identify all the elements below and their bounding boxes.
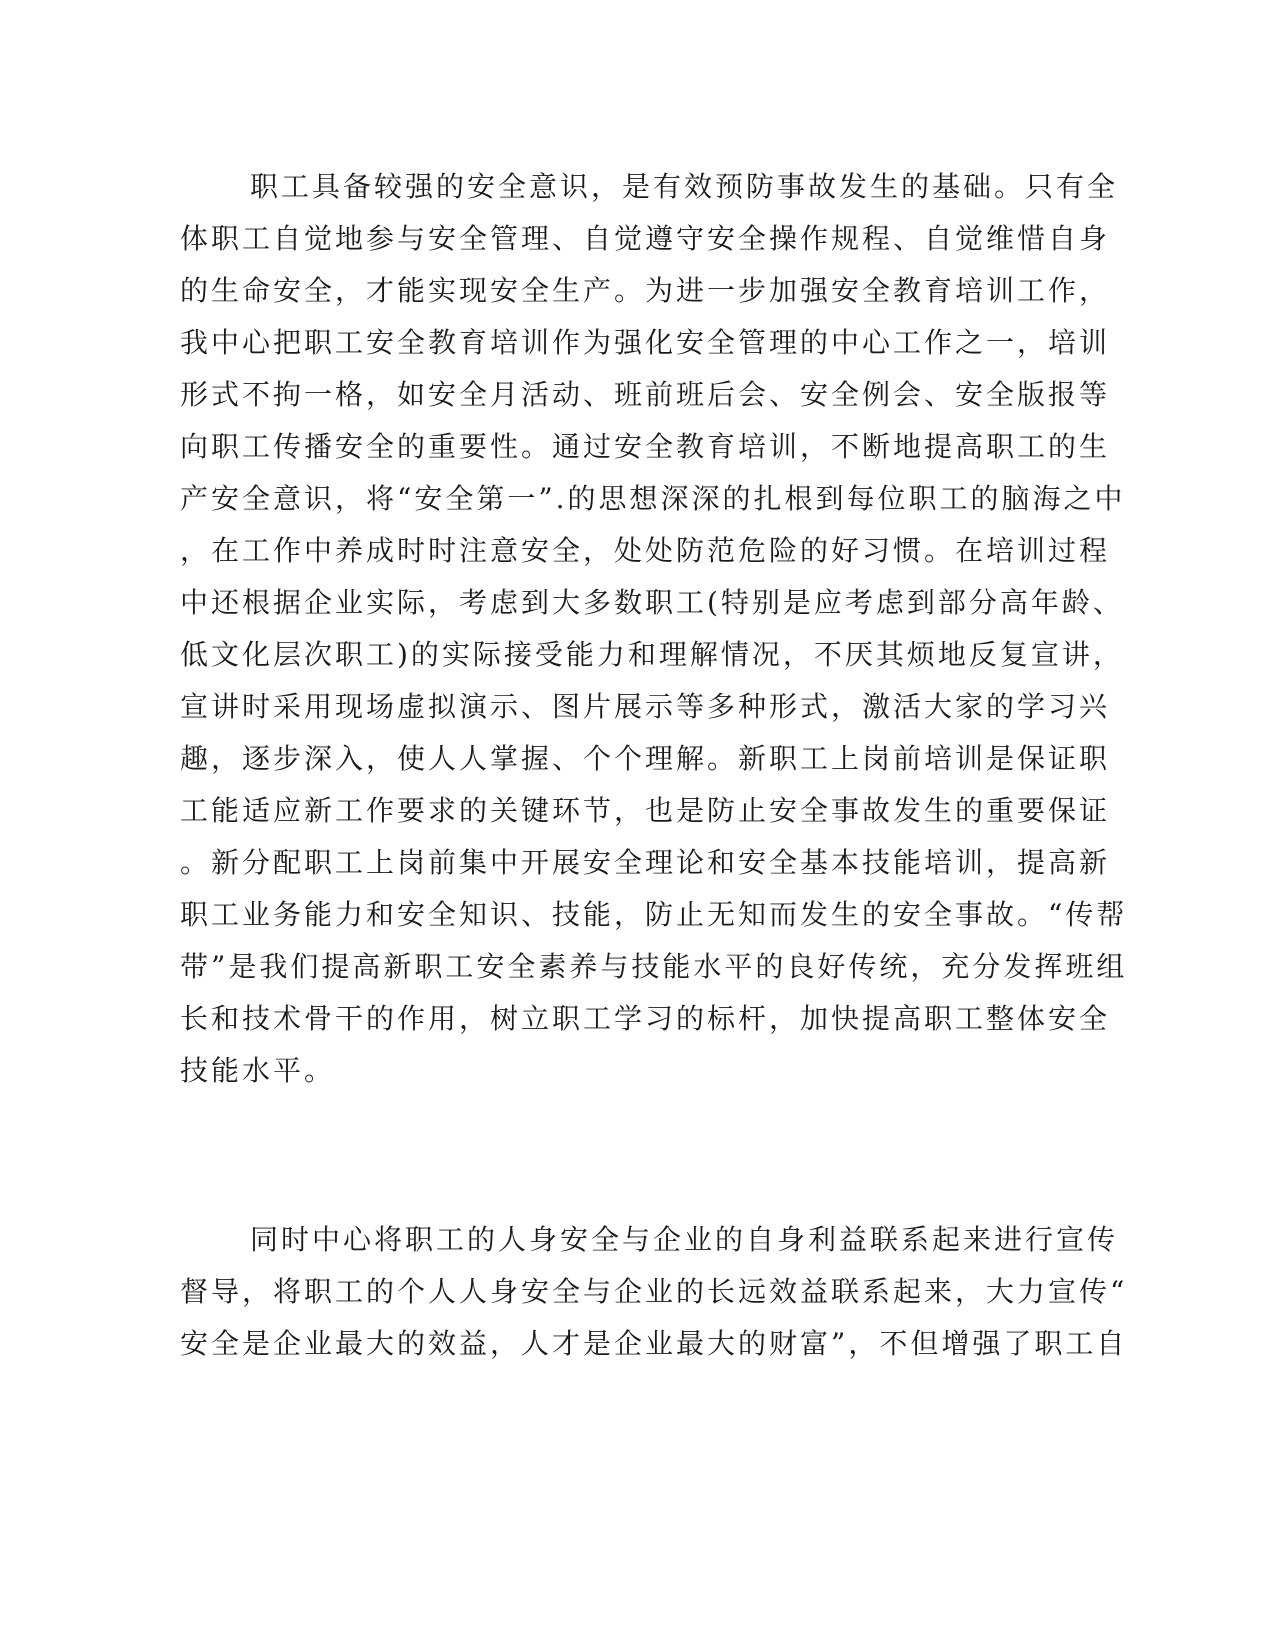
paragraph-line: ，在工作中养成时时注意安全，处处防范危险的好习惯。在培训过程 [180,534,1111,567]
paragraph-line: 向职工传播安全的重要性。通过安全教育培训，不断地提高职工的生 [180,430,1111,463]
paragraph-line: 。新分配职工上岗前集中开展安全理论和安全基本技能培训，提高新 [180,846,1111,879]
paragraph-line: 产安全意识，将“安全第一”.的思想深深的扎根到每位职工的脑海之中 [180,482,1126,515]
paragraph-line: 形式不拘一格，如安全月活动、班前班后会、安全例会、安全版报等 [180,378,1111,411]
paragraph-line: 带”是我们提高新职工安全素养与技能水平的良好传统，充分发挥班组 [180,950,1128,983]
paragraph-line: 体职工自觉地参与安全管理、自觉遵守安全操作规程、自觉维惜自身 [180,222,1111,255]
paragraph-line: 的生命安全，才能实现安全生产。为进一步加强安全教育培训工作， [180,274,1111,307]
paragraph-1 [180,161,1128,1097]
paragraph-line: 宣讲时采用现场虚拟演示、图片展示等多种形式，激活大家的学习兴 [180,690,1111,723]
paragraph-line: 同时中心将职工的人身安全与企业的自身利益联系起来进行宣传 [250,1223,1119,1256]
paragraph-line: 中还根据企业实际，考虑到大多数职工(特别是应考虑到部分高年龄、 [180,586,1124,619]
paragraph-line: 安全是企业最大的效益，人才是企业最大的财富”，不但增强了职工自 [180,1327,1128,1360]
paragraph-line: 职工具备较强的安全意识，是有效预防事故发生的基础。只有全 [250,170,1119,203]
paragraph-line: 工能适应新工作要求的关键环节，也是防止安全事故发生的重要保证 [180,794,1111,827]
paragraph-line: 长和技术骨干的作用，树立职工学习的标杆，加快提高职工整体安全 [180,1002,1111,1035]
paragraph-line: 技能水平。 [180,1054,336,1087]
paragraph-line: 职工业务能力和安全知识、技能，防止无知而发生的安全事故。“传帮 [180,898,1128,931]
paragraph-line: 趣，逐步深入，使人人掌握、个个理解。新职工上岗前培训是保证职 [180,742,1111,775]
paragraph-line: 督导，将职工的个人人身安全与企业的长远效益联系起来，大力宣传“ [180,1275,1128,1308]
paragraph-line: 低文化层次职工)的实际接受能力和理解情况，不厌其烦地反复宣讲， [180,638,1124,671]
paragraph-line: 我中心把职工安全教育培训作为强化安全管理的中心工作之一，培训 [180,326,1111,359]
paragraph-2 [180,1214,1128,1370]
